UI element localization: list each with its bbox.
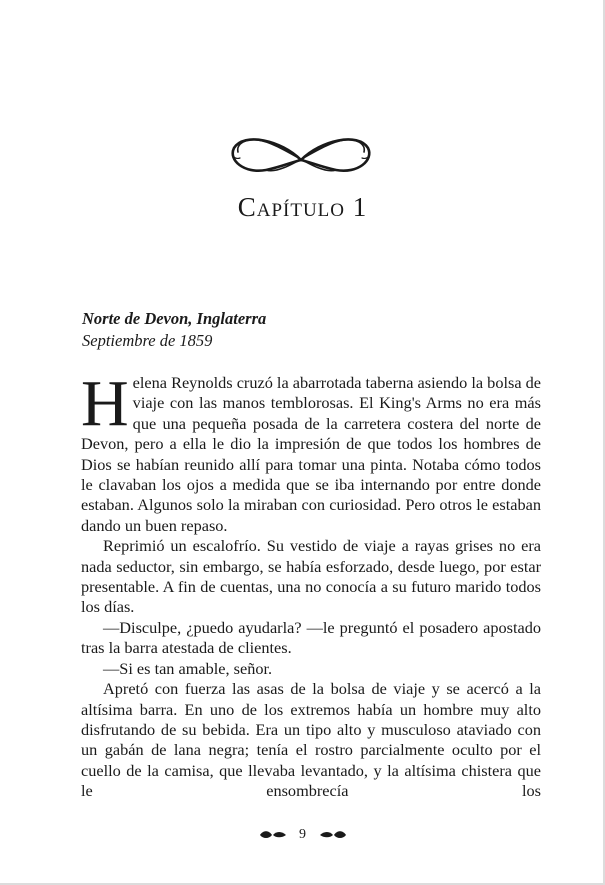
leaf-ornament-left-icon [258, 829, 288, 841]
paragraph-text: elena Reynolds cruzó la abarrotada taberna asiendo la bolsa de viaje con las manos temblorosas. El King's Arms no era más que una pequeña posada de la carretera costera del norte de Devon, pero a ella le dio la impresión de que todos los hombres de Dios se habían reunido allí para tomar una pinta. Notaba cómo todos le clavaban los ojos a medida que se iba internando por entre donde estaban. Algunos solo la miraban con curiosidad. Pero otros le estaban dando un buen repaso. [81, 373, 541, 535]
paragraph: —Si es tan amable, señor. [103, 658, 273, 678]
setting-date: Septiembre de 1859 [82, 331, 213, 350]
setting-place: Norte de Devon, Inglaterra [82, 309, 267, 328]
leaf-ornament-right-icon [318, 829, 348, 841]
page-footer [0, 827, 605, 843]
paragraph: Apretó con fuerza las asas de la bolsa de viaje y se acercó a la altísima barra. En uno de los extremos había un hombre muy alto disfrutando de su bebida. Era un tipo alto y musculoso ataviado con un gabán de lana negra; tenía el rostro parcialmente oculto por el cuello de la camisa, que llevaba levantado, y la altísima chistera que le ensombrecía los [81, 679, 541, 801]
paragraph [81, 367, 541, 536]
chapter-body [81, 367, 541, 802]
chapter-title: Capítulo 1 [237, 192, 368, 222]
page-number: 9 [299, 827, 306, 842]
flourish-ornament-icon [226, 126, 376, 190]
paragraph: —Disculpe, ¿puedo ayudarla? —le preguntó el posadero apostado tras la barra atestada de clientes. [81, 617, 541, 658]
drop-cap: H [81, 367, 129, 440]
paragraph: Reprimió un escalofrío. Su vestido de viaje a rayas grises no era nada seductor, sin embargo, se había esforzado, desde luego, por estar presentable. A fin de cuentas, una no conocía a su futuro marido todos los días. [81, 536, 541, 617]
